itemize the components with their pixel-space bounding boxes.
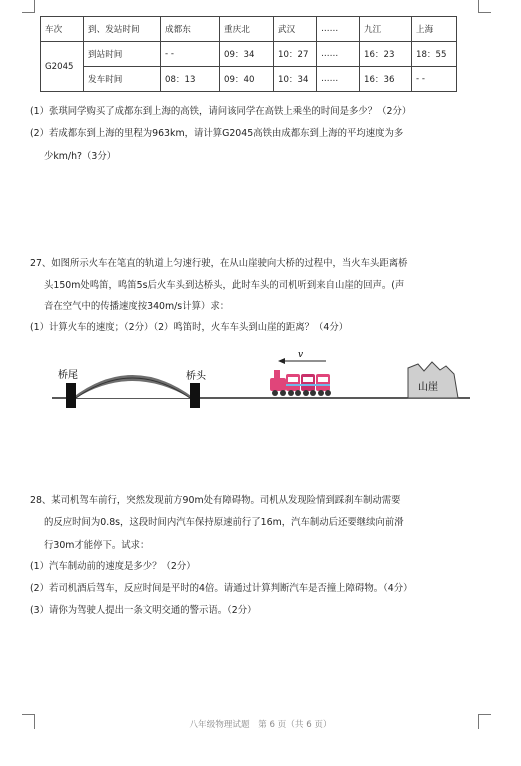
cliff-label: 山崖 <box>418 382 438 393</box>
q28-sub2: (2）若司机酒后驾车，反应时间是平时的4倍。请通过计算判断汽车是否撞上障碍物。（4分） <box>30 583 413 594</box>
table-cell: 08：13 <box>161 67 220 92</box>
train-number-cell: G2045 <box>41 42 84 92</box>
header-cell: 上海 <box>412 17 457 42</box>
header-cell: 九江 <box>360 17 412 42</box>
q28-line1: 28、某司机驾车前行，突然发现前方90m处有障碍物。司机从发现险情到踩刹车制动需要 <box>30 495 401 506</box>
header-cell: 到、发站时间 <box>84 17 161 42</box>
q28-sub1: (1）汽车制动前的速度是多少？（2分） <box>30 561 196 572</box>
velocity-arrowhead <box>278 358 285 364</box>
q27-line3: 音在空气中的传播速度按340m/s计算）求： <box>44 301 230 312</box>
table-cell: 10：27 <box>274 42 317 67</box>
table-cell: 10：34 <box>274 67 317 92</box>
table-cell: 18：55 <box>412 42 457 67</box>
header-cell: …… <box>317 17 360 42</box>
q26-part2-line2: 少km/h?（3分） <box>44 151 117 162</box>
q28-sub3: (3）请你为驾驶人提出一条文明交通的警示语。（2分） <box>30 605 257 616</box>
table-cell: …… <box>317 67 360 92</box>
q27-line2: 头150m处鸣笛，鸣笛5s后火车头到达桥头，此时车头的司机听到来自山崖的回声。(声 <box>44 280 405 291</box>
bridge-tail-label: 桥尾 <box>58 370 78 381</box>
bridge-arch-inner <box>76 381 190 398</box>
header-cell: 车次 <box>41 17 84 42</box>
header-cell: 成都东 <box>161 17 220 42</box>
velocity-label: v <box>298 350 304 360</box>
q28-line3: 行30m才能停下。试求： <box>44 540 150 551</box>
train-icon <box>270 370 331 396</box>
row-label-cell: 发车时间 <box>84 67 161 92</box>
row-label-cell: 到站时间 <box>84 42 161 67</box>
header-cell: 武汉 <box>274 17 317 42</box>
table-cell: 16：23 <box>360 42 412 67</box>
bridge-head-pier <box>190 383 200 408</box>
table-cell: 09：34 <box>220 42 274 67</box>
table-cell: - - <box>412 67 457 92</box>
q27-line1: 27、如图所示火车在笔直的轨道上匀速行驶，在从山崖驶向大桥的过程中，当火车头距离桥 <box>30 258 408 269</box>
table-cell: - - <box>161 42 220 67</box>
q28-line2: 的反应时间为0.8s，这段时间内汽车保持原速前行了16m，汽车制动后还要继续向前滑 <box>44 517 404 528</box>
page-footer: 八年级物理试题 第 6 页（共 6 页） <box>189 720 332 730</box>
table-cell: 16：36 <box>360 67 412 92</box>
q26-part2-line1: (2）若成都东到上海的里程为963km，请计算G2045高铁由成都东到上海的平均速度为多 <box>30 128 404 139</box>
bridge-tail-pier <box>66 383 76 408</box>
q27-line4: (1）计算火车的速度；（2分）（2）鸣笛时，火车车头到山崖的距离？（4分） <box>30 322 349 333</box>
table-cell: 09：40 <box>220 67 274 92</box>
bridge-head-label: 桥头 <box>186 371 206 382</box>
q26-part1: (1）张琪同学购买了成都东到上海的高铁，请问该同学在高铁上乘坐的时间是多少？（2分） <box>30 106 412 117</box>
table-cell: …… <box>317 42 360 67</box>
header-cell: 重庆北 <box>220 17 274 42</box>
